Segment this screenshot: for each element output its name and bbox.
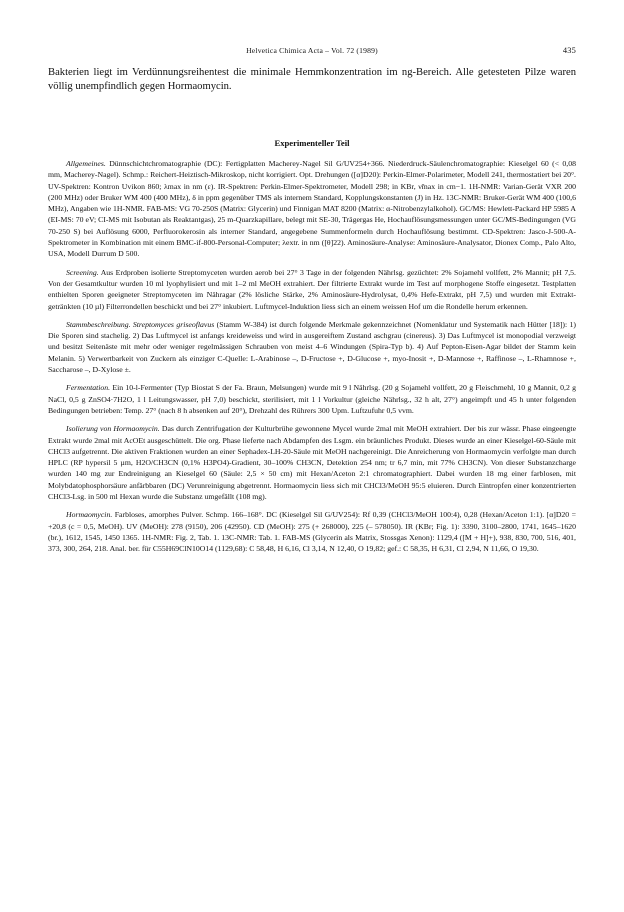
journal-page: [48, 46, 576, 555]
section-title: Experimenteller Teil: [274, 138, 350, 148]
journal-title: Helvetica Chimica Acta – Vol. 72 (1989): [246, 46, 378, 55]
page-number: 435: [562, 46, 576, 55]
paragraph-lead: Screening.: [66, 267, 99, 277]
paragraph-lead: Allgemeines.: [66, 159, 106, 168]
paragraph-body: Dünnschichtchromatographie (DC): Fertigplatten Macherey-Nagel Sil G/UV254+366. Niederdruck-Säulenchromatographie: Kieselgel 60 (< 0,08 mm, Macherey-Nagel). Schmp.: Reichert-Heiztisch-Mikroskop, nicht korrigiert. Opt. Drehungen ([α]D20): Perkin-Elmer-Polarimeter, Modell 241, thermostatiert bei 20°. UV-Spektren: Kontron Uvikon 860; λmax in nm (ε). IR-Spektren: Perkin-Elmer-Spektrometer, Modell 298; in KBr, ν̃max in cm−1. 1H-NMR: Varian-Gerät VXR 200 (200 MHz) oder Bruker WM 400 (400 MHz), δ in ppm gegenüber TMS als internem Standard, Kopplungskonstanten (J) in Hz. 13C-NMR: Bruker-Gerät WM 400 (100,6 MHz), Angaben wie 1H-NMR. FAB-MS: VG 70-250S (Matrix: Glycerin) und Finnigan MAT 8200 (Matrix: α-Nitrobenzylalkohol). GC/MS: Hewlett-Packard HP 5985 A (EI-MS: 70 eV; CI-MS mit Isobutan als Reaktantgas), 25 m-Quarzkapillare, belegt mit SE-30, Trägergas He, Hochauflösungsmessungen unter GC/MS-Bedingungen (VG 70-250 S) bei Auflösung 6000, Perfluorokerosin als interner Standard, angegebene Summenformeln durch Hochauflösung bestimmt. CD-Spektren: Jasco-J-500-A-Spektrometer in Kombination mit einem BMC-if-800-Personal-Computer; λextr. in nm ([θ]22). Aminosäure-Analyse: Aminosäure-Analysator, Dionex Comp., Palo Alto, USA, Modell Durrum D 500.: [48, 159, 576, 259]
running-head: [48, 46, 576, 60]
paragraph-body: Aus Erdproben isolierte Streptomyceten wurden aerob bei 27° 3 Tage in der folgenden Nährlsg. gezüchtet: 2% Sojamehl vollfett, 2% Mannit; pH 7,5. Von der Gesamtkultur wurden 10 ml lyophylisiert und mit 1–2 ml MeOH extrahiert. Der filtrierte Extrakt wurde im Test auf morphogene Stoffe eingesetzt. Testplatten enthielten Sporen geeigneter Streptomyceten im Nähragar (2% lösliche Stärke, 2% Aminosäure-Hydrolysat, 0,4% Hefe-Extrakt, pH 7,5) und wurden mit Extrakt-getränkten (10 µl) Filterrondellen beschickt und bei 27° inkubiert. Luftmycel-Induktion liess sich an einem weissen Hof um die Rondelle herum erkennen.: [48, 267, 576, 311]
paragraph-lead: Fermentation.: [66, 383, 111, 393]
paragraph-fermentation: [48, 382, 576, 416]
paragraph-lead: Hormaomycin.: [66, 510, 113, 520]
paragraph-body: Farbloses, amorphes Pulver. Schmp. 166–168°. DC (Kieselgel Sil G/UV254): Rf 0,39 (CHCl3/MeOH 100:4), 0,28 (Hexan/Aceton 1:1). [α]D20 = +20,8 (c = 0,5, MeOH). UV (MeOH): 278 (9150), 206 (42950). CD (MeOH): 275 (+ 268000), 225 (– 578050). IR (KBr; Fig. 1): 3390, 3100–2800, 1741, 1645–1620 (br.), 1612, 1545, 1450 1365. 1H-NMR: Fig. 2, Tab. 1. 13C-NMR: Tab. 1. FAB-MS (Glycerin als Matrix, Stossgas Xenon): 1129,4 ([M + H]+), 938, 830, 700, 516, 401, 373, 300, 264, 218. Anal. ber. für C55H69ClN10O14 (1129,68): C 58,48, H 6,16, Cl 3,14, N 12,40, O 19,82; gef.: C 58,35, H 6,31, Cl 2,94, N 11,66, O 19,30.: [48, 510, 576, 554]
paragraph-stammbeschreibung: [48, 319, 576, 375]
paragraph-body: (Stamm W-384) ist durch folgende Merkmale gekennzeichnet (Nomenklatur und Systematik nach Hütter [18]): 1) Die Sporen sind stachelig. 2) Das Luftmycel ist anfangs kreideweiss und wird in ausgereiftem Zustand aschgrau (cinereus). 3) Das Luftmycel ist monopodial verzweigt und besitzt Seitenäste mit mehr oder weniger regelmässigen Schrauben von meist 4–6 Windungen (Spira-Typ b). 4) Auf Pepton-Eisen-Agar bildet der Stamm kein Melanin. 5) Verwertbarkeit von Zuckern als einziger C-Quelle: L-Arabinose –, D-Fructose +, D-Glucose +, myo-Inosit +, D-Mannose +, Raffinose –, L-Rhamnose +, Saccharose –, D-Xylose ±.: [48, 319, 577, 375]
paragraph-hormaomycin: [48, 509, 576, 554]
paragraph-body: Ein 10-l-Fermenter (Typ Biostat S der Fa. Braun, Melsungen) wurde mit 9 l Nährlsg. (20 g Sojamehl vollfett, 20 g Fleischmehl, 10 g Mannit, 0,2 g NaCl, 0,5 g ZnSO4·7H2O, 1 l Leitungswasser, pH 7,0) beschickt, sterilisiert, mit 1 l Vorkultur (gleiche Nährlsg., 32 h alt, 27°) angeimpft und 45 h unter folgenden Bedingungen betrieben: Temp. 27° (nach 8 h absenken auf 20°), Drehzahl des Rührers 300 Upm. Luftzufuhr 0,5 vvm.: [48, 383, 577, 415]
paragraph-lead: Isolierung von Hormaomycin.: [66, 424, 160, 434]
paragraph-body: Das durch Zentrifugation der Kulturbrühe gewonnene Mycel wurde 2mal mit MeOH extrahiert. Der bis zur wässr. Phase eingeengte Extrakt wurde 2mal mit AcOEt ausgeschüttelt. Die org. Phase lieferte nach Abdampfen des Lsgm. ein bräunliches Produkt. Dieses wurde an einer Kieselgel-60-Säule mit CHCl3 aufgetrennt. Die aktiven Fraktionen wurden an einer Sephadex-LH-20-Säule mit MeOH nachgereinigt. Die Anreicherung von Hormaomycin verfolgte man durch HPLC (RP hypersil 5 µm, H2O/CH3CN (0,1% H3PO4)-Gradient, 30–100% CH3CN, Detektion 254 nm; tr 6,7 min, mit 77% CH3CN). Von dieser Substanzcharge wurden 140 mg zur Endreinigung an Kieselgel 60 (Säule: 2,5 × 50 cm) mit Hexan/Aceton 2:1 chromatographiert. Dabei wurden 18 mg einer farblosen, mit Molybdatophosphorsäure anfärbbaren (DC) Verunreinigung abgetrennt. Hormaomycin liess sich mit CHCl3/MeOH 95:5 eluieren. Durch Eintropfen einer konzentrierten CHCl3-Lsg. in 500 ml Hexan wurde die Substanz umgefällt (108 mg).: [48, 424, 577, 502]
paragraph-isolierung: [48, 423, 576, 502]
paragraph-lead: Stammbeschreibung. Streptomyces griseoflavus: [66, 319, 215, 329]
intro-paragraph: Bakterien liegt im Verdünnungsreihentest die minimale Hemmkonzentration im ng-Bereich. Alle getesteten Pilze waren völlig unempfindlich gegen Hormaomycin.: [48, 67, 576, 92]
paragraph-screening: [48, 267, 576, 312]
paragraph-allgemeines: [48, 158, 576, 260]
